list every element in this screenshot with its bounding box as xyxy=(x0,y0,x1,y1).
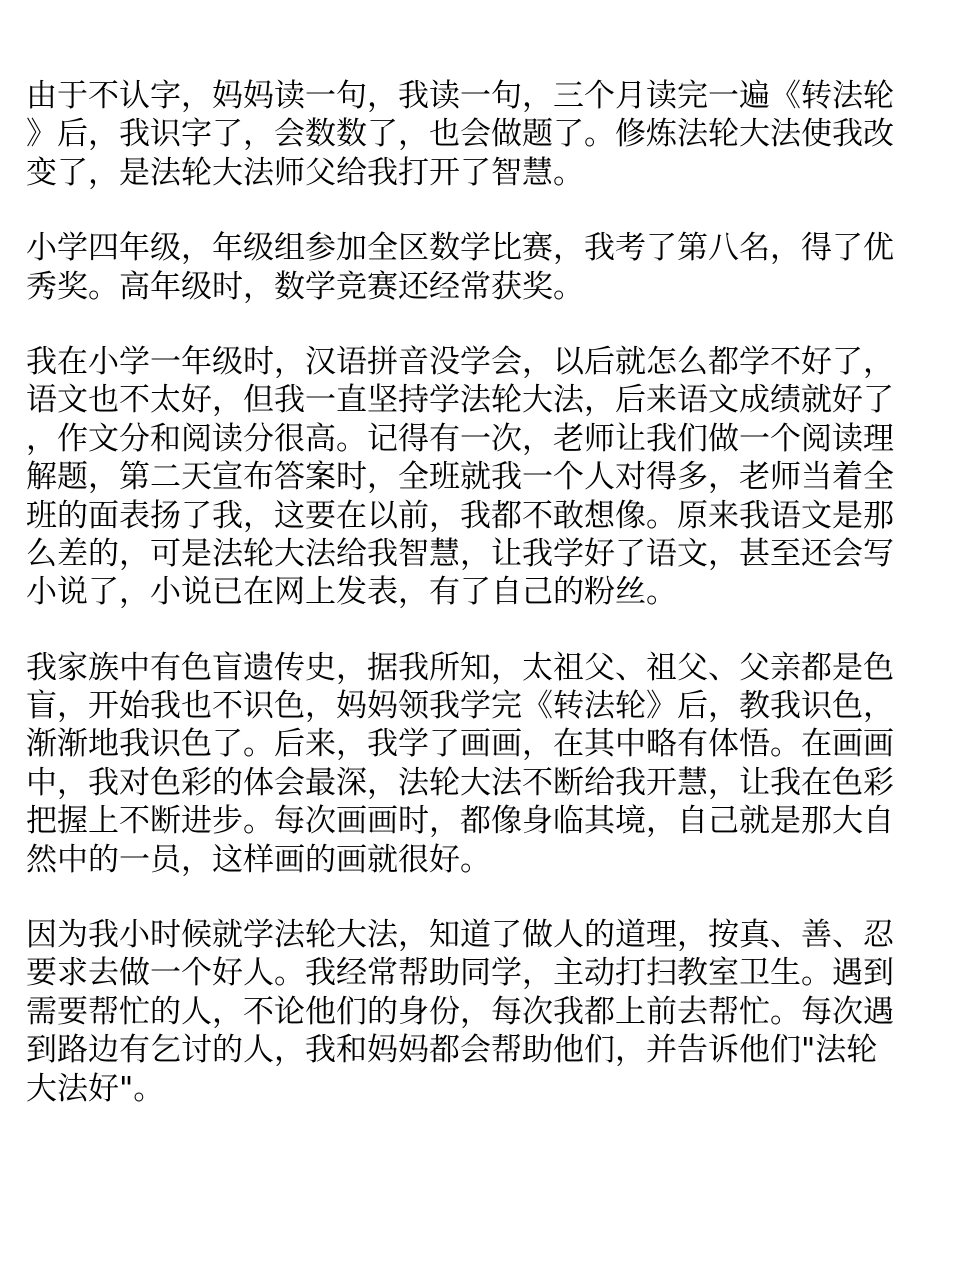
text-line: ，作文分和阅读分很高。记得有一次，老师让我们做一个阅读理 xyxy=(26,420,894,457)
text-line: 么差的，可是法轮大法给我智慧，让我学好了语文，甚至还会写 xyxy=(26,535,894,572)
text-line: 大法好"。 xyxy=(26,1070,165,1107)
text-line: 秀奖。高年级时，数学竞赛还经常获奖。 xyxy=(26,268,584,305)
text-line: 盲，开始我也不识色，妈妈领我学完《转法轮》后，教我识色， xyxy=(26,688,894,725)
text-line: 中，我对色彩的体会最深，法轮大法不断给我开慧，让我在色彩 xyxy=(26,764,894,801)
text-line: 渐渐地我识色了。后来，我学了画画，在其中略有体悟。在画画 xyxy=(26,726,894,763)
text-line: 语文也不太好，但我一直坚持学法轮大法，后来语文成绩就好了 xyxy=(26,382,894,419)
text-line: 我在小学一年级时，汉语拼音没学会，以后就怎么都学不好了， xyxy=(26,343,894,380)
text-line: 然中的一员，这样画的画就很好。 xyxy=(26,841,491,878)
document-body xyxy=(26,77,952,1145)
text-line: 解题，第二天宣布答案时，全班就我一个人对得多，老师当着全 xyxy=(26,459,894,496)
text-line: 由于不认字，妈妈读一句，我读一句，三个月读完一遍《转法轮 xyxy=(26,78,894,114)
text-line: 》后，我识字了，会数数了，也会做题了。修炼法轮大法使我改 xyxy=(26,116,894,153)
text-line: 我家族中有色盲遗传史，据我所知，太祖父、祖父、父亲都是色 xyxy=(26,649,894,686)
paragraph-4 xyxy=(26,649,952,879)
paragraph-3 xyxy=(26,343,952,612)
text-line: 把握上不断进步。每次画画时，都像身临其境，自己就是那大自 xyxy=(26,803,894,840)
text-line: 小说了，小说已在网上发表，有了自己的粉丝。 xyxy=(26,574,677,611)
text-line: 需要帮忙的人，不论他们的身份，每次我都上前去帮忙。每次遇 xyxy=(26,993,894,1030)
text-line: 因为我小时候就学法轮大法，知道了做人的道理，按真、善、忍 xyxy=(26,917,894,954)
paragraph-5 xyxy=(26,916,952,1108)
text-line: 到路边有乞讨的人，我和妈妈都会帮助他们，并告诉他们"法轮 xyxy=(26,1032,878,1069)
text-line: 班的面表扬了我，这要在以前，我都不敢想像。原来我语文是那 xyxy=(26,497,894,534)
text-line: 变了，是法轮大法师父给我打开了智慧。 xyxy=(26,154,584,191)
paragraph-1 xyxy=(26,77,952,192)
paragraph-2 xyxy=(26,229,952,306)
text-line: 小学四年级，年级组参加全区数学比赛，我考了第八名，得了优 xyxy=(26,230,894,267)
text-line: 要求去做一个好人。我经常帮助同学，主动打扫教室卫生。遇到 xyxy=(26,955,894,992)
